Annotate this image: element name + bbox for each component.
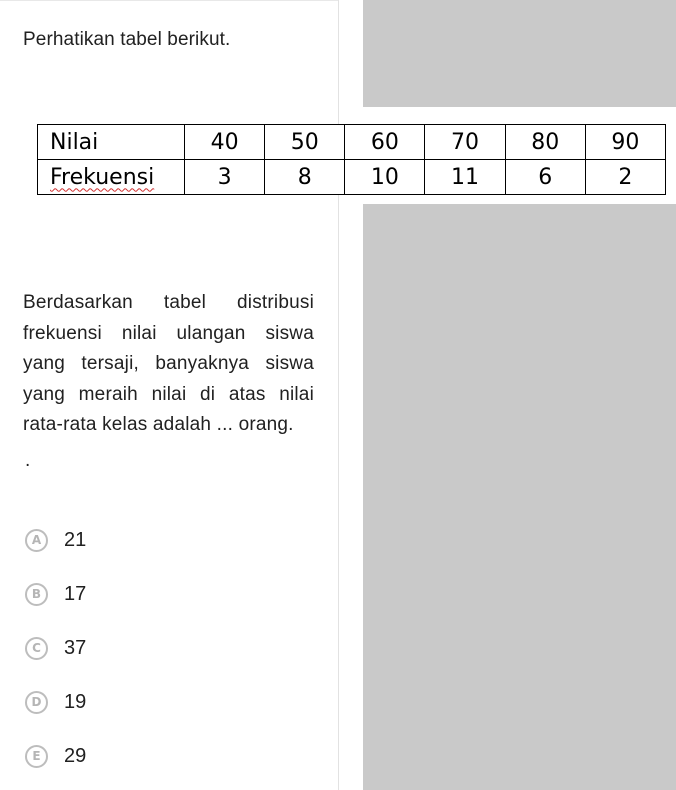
table-cell: 80 [505,125,585,160]
table-cell: 90 [585,125,665,160]
card-top-border [0,0,339,1]
answer-option-a[interactable] [25,527,86,553]
row-header-nilai: Nilai [38,125,185,160]
option-letter-d-icon: D [25,691,48,714]
option-letter-b-icon: B [25,583,48,606]
option-text: 37 [64,636,87,659]
table-cell: 8 [265,160,345,195]
table-row [38,160,666,195]
card-divider [338,0,339,790]
answer-option-d[interactable] [25,689,86,715]
table-cell: 6 [505,160,585,195]
side-panel-bottom [363,204,676,790]
table-row [38,125,666,160]
spellcheck-underlined-label: Frekuensi [50,164,155,190]
question-text: Berdasarkan tabel distribusi frekuensi nilai ulangan siswa yang tersaji, banyaknya siswa yang meraih nilai di atas nilai rata-rata kelas adalah ... orang. [23,292,314,435]
option-text: 19 [64,690,87,713]
table-cell: 3 [185,160,265,195]
option-letter-e-icon: E [25,745,48,768]
option-text: 29 [64,744,87,767]
row-header-frekuensi [38,160,185,195]
table-cell: 10 [345,160,425,195]
table-cell: 40 [185,125,265,160]
table-cell: 11 [425,160,505,195]
table-cell: 70 [425,125,505,160]
trailing-dot: . [25,450,31,471]
table-cell: 60 [345,125,425,160]
table-cell: 50 [265,125,345,160]
table-cell: 2 [585,160,665,195]
frequency-table [37,124,666,195]
option-text: 17 [64,582,87,605]
side-panel-top [363,0,676,107]
answer-option-c[interactable] [25,635,86,661]
question-prompt: Perhatikan tabel berikut. [23,29,231,50]
option-letter-a-icon: A [25,529,48,552]
option-text: 21 [64,528,87,551]
answer-option-e[interactable] [25,743,86,769]
answer-option-b[interactable] [25,581,86,607]
option-letter-c-icon: C [25,637,48,660]
